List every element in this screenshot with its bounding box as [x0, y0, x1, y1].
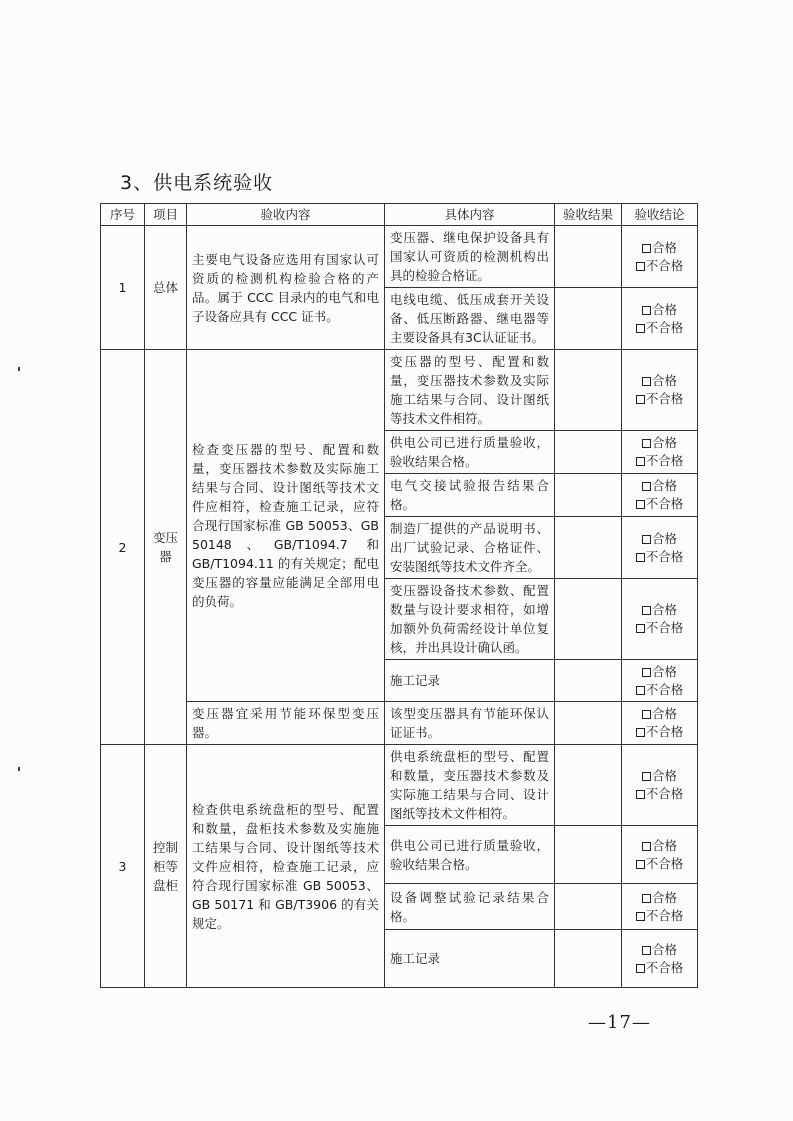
verdict-label-fail: 不合格	[645, 391, 684, 406]
detail-content: 供电公司已进行质量验收，验收结果合格。	[385, 826, 555, 884]
verdict-cell	[622, 517, 698, 579]
verdict-cell	[622, 579, 698, 660]
detail-content: 变压器、继电保护设备具有国家认可资质的检测机构出具的检验合格证。	[385, 226, 555, 288]
result-cell[interactable]	[555, 745, 622, 826]
verdict-cell	[622, 474, 698, 517]
result-cell[interactable]	[555, 350, 622, 431]
row-item: 控制柜等盘柜	[145, 745, 187, 988]
verdict-label-pass: 合格	[651, 889, 677, 905]
result-cell[interactable]	[555, 884, 622, 930]
acceptance-content: 检查供电系统盘柜的型号、配置和数量，盘柜技术参数及实施施工结果与合同、设计图纸等技术文件应相符，检查施工记录，应符合现行国家标准 GB 50053、GB 50171 和 GB/T3906 的有关规定。	[187, 745, 385, 988]
result-cell[interactable]	[555, 226, 622, 288]
verdict-option-fail[interactable]	[627, 681, 692, 699]
checkbox-icon	[636, 324, 645, 333]
verdict-label-pass: 合格	[651, 706, 677, 721]
verdict-label-fail: 不合格	[645, 496, 684, 511]
verdict-label-fail: 不合格	[645, 786, 684, 801]
detail-content: 设备调整试验记录结果合格。	[385, 884, 555, 930]
page-number: —17—	[588, 1012, 651, 1033]
verdict-cell	[622, 431, 698, 474]
checkbox-icon	[642, 377, 651, 386]
verdict-label-fail: 不合格	[645, 453, 684, 468]
verdict-option-pass[interactable]	[627, 301, 692, 319]
verdict-label-pass: 合格	[651, 663, 677, 679]
result-cell[interactable]	[555, 930, 622, 988]
detail-content: 供电公司已进行质量验收，验收结果合格。	[385, 431, 555, 474]
checkbox-icon	[642, 244, 651, 253]
verdict-option-pass[interactable]	[627, 941, 692, 959]
result-cell[interactable]	[555, 579, 622, 660]
verdict-option-fail[interactable]	[627, 319, 692, 337]
checkbox-icon	[642, 772, 651, 781]
verdict-cell	[622, 226, 698, 288]
verdict-label-pass: 合格	[651, 837, 677, 853]
verdict-option-pass[interactable]	[627, 889, 692, 907]
verdict-option-pass[interactable]	[627, 530, 692, 548]
checkbox-icon	[636, 912, 645, 921]
verdict-option-pass[interactable]	[627, 601, 692, 619]
detail-content: 制造厂提供的产品说明书、出厂试验记录、合格证件、安装图纸等技术文件齐全。	[385, 517, 555, 579]
verdict-label-fail: 不合格	[645, 548, 684, 564]
verdict-option-fail[interactable]	[627, 452, 692, 470]
verdict-option-pass[interactable]	[627, 663, 692, 681]
table-header-row	[101, 204, 698, 226]
verdict-option-fail[interactable]	[627, 495, 692, 513]
verdict-cell	[622, 702, 698, 745]
scan-mark	[18, 367, 20, 371]
checkbox-icon	[642, 842, 651, 851]
checkbox-icon	[636, 728, 645, 737]
verdict-option-pass[interactable]	[627, 434, 692, 452]
checkbox-icon	[636, 262, 645, 271]
verdict-option-fail[interactable]	[627, 390, 692, 408]
verdict-option-fail[interactable]	[627, 723, 692, 741]
checkbox-icon	[642, 535, 651, 544]
detail-content: 施工记录	[385, 660, 555, 702]
checkbox-icon	[636, 553, 645, 562]
checkbox-icon	[636, 686, 645, 695]
checkbox-icon	[636, 964, 645, 973]
verdict-label-pass: 合格	[651, 478, 677, 493]
checkbox-icon	[636, 395, 645, 404]
verdict-label-fail: 不合格	[645, 257, 684, 273]
row-number: 3	[101, 745, 145, 988]
verdict-cell	[622, 350, 698, 431]
result-cell[interactable]	[555, 517, 622, 579]
verdict-label-pass: 合格	[651, 530, 677, 546]
row-item: 总体	[145, 226, 187, 350]
row-number: 2	[101, 350, 145, 745]
checkbox-icon	[642, 482, 651, 491]
verdict-option-pass[interactable]	[627, 372, 692, 390]
verdict-option-pass[interactable]	[627, 239, 692, 257]
verdict-cell	[622, 660, 698, 702]
verdict-cell	[622, 826, 698, 884]
result-cell[interactable]	[555, 660, 622, 702]
checkbox-icon	[636, 790, 645, 799]
checkbox-icon	[642, 894, 651, 903]
verdict-label-pass: 合格	[651, 435, 677, 450]
checkbox-icon	[642, 439, 651, 448]
verdict-option-fail[interactable]	[627, 855, 692, 873]
checkbox-icon	[642, 668, 651, 677]
verdict-option-fail[interactable]	[627, 959, 692, 977]
verdict-option-fail[interactable]	[627, 907, 692, 925]
verdict-label-fail: 不合格	[645, 907, 684, 923]
checkbox-icon	[642, 710, 651, 719]
verdict-option-pass[interactable]	[627, 705, 692, 723]
checkbox-icon	[636, 457, 645, 466]
checkbox-icon	[642, 306, 651, 315]
result-cell[interactable]	[555, 431, 622, 474]
verdict-option-pass[interactable]	[627, 477, 692, 495]
header-item: 项目	[145, 204, 187, 226]
detail-content: 变压器的型号、配置和数量，变压器技术参数及实际施工结果与合同、设计图纸等技术文件相符。	[385, 350, 555, 431]
verdict-label-pass: 合格	[651, 768, 677, 783]
verdict-option-fail[interactable]	[627, 548, 692, 566]
header-content: 验收内容	[187, 204, 385, 226]
verdict-label-fail: 不合格	[645, 620, 684, 635]
verdict-label-pass: 合格	[651, 239, 677, 255]
verdict-label-fail: 不合格	[645, 959, 684, 975]
table-row	[101, 226, 698, 288]
verdict-label-fail: 不合格	[645, 681, 684, 697]
header-no: 序号	[101, 204, 145, 226]
verdict-option-pass[interactable]	[627, 837, 692, 855]
checkbox-icon	[636, 860, 645, 869]
acceptance-table	[100, 203, 698, 988]
detail-content: 该型变压器具有节能环保认证证书。	[385, 702, 555, 745]
result-cell[interactable]	[555, 826, 622, 884]
acceptance-content: 变压器宜采用节能环保型变压器。	[187, 702, 385, 745]
verdict-label-pass: 合格	[651, 301, 677, 317]
verdict-cell	[622, 884, 698, 930]
verdict-label-fail: 不合格	[645, 724, 684, 739]
table-row	[101, 350, 698, 431]
verdict-label-pass: 合格	[651, 602, 677, 617]
verdict-option-fail[interactable]	[627, 785, 692, 803]
checkbox-icon	[642, 946, 651, 955]
verdict-cell	[622, 745, 698, 826]
header-result: 验收结果	[555, 204, 622, 226]
detail-content: 电气交接试验报告结果合格。	[385, 474, 555, 517]
detail-content: 电线电缆、低压成套开关设备、低压断路器、继电器等主要设备具有3C认证证书。	[385, 288, 555, 350]
checkbox-icon	[636, 500, 645, 509]
header-detail: 具体内容	[385, 204, 555, 226]
verdict-label-fail: 不合格	[645, 855, 684, 871]
verdict-label-fail: 不合格	[645, 319, 684, 335]
verdict-label-pass: 合格	[651, 941, 677, 957]
table-row	[101, 745, 698, 826]
detail-content: 施工记录	[385, 930, 555, 988]
verdict-option-fail[interactable]	[627, 619, 692, 637]
verdict-cell	[622, 930, 698, 988]
section-title: 3、供电系统验收	[120, 172, 274, 194]
detail-content: 变压器设备技术参数、配置数量与设计要求相符，如增加额外负荷需经设计单位复核，并出具设计确认函。	[385, 579, 555, 660]
header-verdict: 验收结论	[622, 204, 698, 226]
acceptance-content: 主要电气设备应选用有国家认可资质的检测机构检验合格的产品。属于 CCC 目录内的电气和电子设备应具有 CCC 证书。	[187, 226, 385, 350]
checkbox-icon	[636, 624, 645, 633]
result-cell[interactable]	[555, 702, 622, 745]
table-body	[101, 226, 698, 988]
verdict-label-pass: 合格	[651, 373, 677, 388]
result-cell[interactable]	[555, 288, 622, 350]
acceptance-content: 检查变压器的型号、配置和数量，变压器技术参数及实际施工结果与合同、设计图纸等技术文件应相符，检查施工记录，应符合现行国家标准 GB 50053、GB 50148、GB/T1094.7 和 GB/T1094.11 的有关规定；配电变压器的容量应能满足全部用电的负荷。	[187, 350, 385, 702]
row-item: 变压器	[145, 350, 187, 745]
verdict-cell	[622, 288, 698, 350]
verdict-option-pass[interactable]	[627, 767, 692, 785]
checkbox-icon	[642, 606, 651, 615]
detail-content: 供电系统盘柜的型号、配置和数量，变压器技术参数及实际施工结果与合同、设计图纸等技术文件相符。	[385, 745, 555, 826]
row-number: 1	[101, 226, 145, 350]
verdict-option-fail[interactable]	[627, 257, 692, 275]
result-cell[interactable]	[555, 474, 622, 517]
table-row	[101, 702, 698, 745]
scan-mark	[18, 767, 20, 771]
